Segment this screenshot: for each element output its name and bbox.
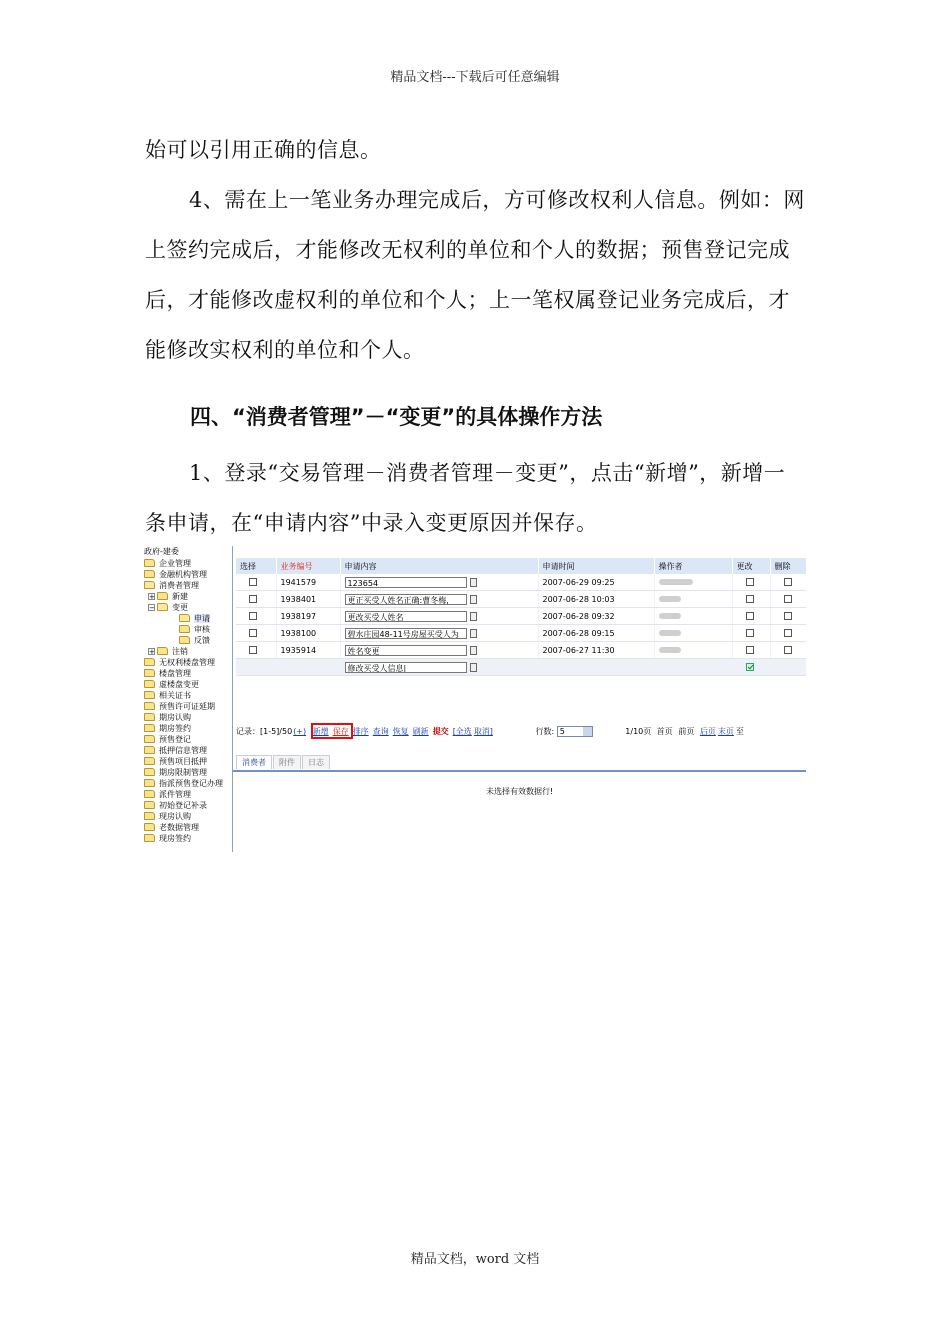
row-time: 2007-06-28 09:32 (538, 608, 654, 625)
col-edit: 更改 (732, 558, 770, 574)
pager-toolbar (236, 726, 806, 738)
tree-item[interactable]: 楼盘管理 (144, 668, 191, 679)
paragraph-1: 始可以引用正确的信息。 (145, 138, 382, 162)
document-icon[interactable] (470, 578, 477, 587)
content-input[interactable]: 123654 (345, 577, 467, 588)
record-count: 记录：[1-5]/50 (236, 727, 293, 736)
new-row[interactable] (236, 659, 806, 676)
row-id: 1941579 (276, 574, 340, 591)
folder-icon (144, 559, 155, 567)
document-icon[interactable] (470, 595, 477, 604)
folder-icon (157, 592, 168, 600)
tree-item[interactable]: 虚楼盘变更 (144, 679, 199, 690)
tree-item-apply[interactable]: 申请 (179, 613, 210, 624)
col-content: 申请内容 (340, 558, 538, 574)
delete-checkbox[interactable] (784, 595, 792, 603)
tree-item[interactable]: 现房认购 (144, 811, 191, 822)
col-time: 申请时间 (538, 558, 654, 574)
rows-select[interactable]: 5 (557, 726, 593, 737)
tree-item[interactable]: 审核 (179, 624, 210, 635)
folder-open-icon (157, 603, 168, 611)
application-table (236, 558, 806, 676)
content-input[interactable]: 更正买受人姓名正确:曹冬梅, (345, 594, 467, 605)
folder-icon (157, 647, 168, 655)
prev-page[interactable]: 前页 (678, 727, 695, 736)
content-input[interactable]: 碧水庄园48-11号房屋买受人为 (345, 628, 467, 639)
table-row[interactable] (236, 574, 806, 591)
table-row[interactable] (236, 591, 806, 608)
select-checkbox[interactable] (249, 595, 257, 603)
edit-checkbox[interactable] (746, 595, 754, 603)
folder-icon (179, 636, 190, 644)
goto-label: 至 (735, 727, 744, 736)
operator-redacted (659, 630, 681, 636)
tree-item[interactable]: + 新建 (149, 592, 188, 601)
page-header: 精品文档---下载后可任意编辑 (390, 70, 560, 85)
table-row[interactable] (236, 608, 806, 625)
tab-attachment[interactable]: 附件 (273, 755, 301, 769)
query-button[interactable]: 查询 (372, 727, 389, 736)
cancel-button[interactable]: 取消] (473, 727, 493, 736)
tree-item[interactable]: 指派预售登记办理 (144, 778, 223, 789)
tree-item[interactable]: 预售登记 (144, 734, 191, 745)
tree-item[interactable]: + 注销 (149, 647, 188, 656)
first-page[interactable]: 首页 (656, 727, 673, 736)
paragraph-2: 4、需在上一笔业务办理完成后，方可修改权利人信息。例如：网上签约完成后，才能修改无权利的单位和个人的数据；预售登记完成后，才能修改虚权利的单位和个人；上一笔权属登记业务完成后，才能修改实权利的单位和个人。 (145, 188, 805, 362)
edit-checkbox[interactable] (746, 578, 754, 586)
nav-tree (143, 546, 233, 852)
table-header (236, 558, 806, 574)
col-id[interactable]: 业务编号 (276, 558, 340, 574)
edit-checkbox-checked[interactable] (746, 663, 754, 671)
document-icon[interactable] (470, 646, 477, 655)
new-content-input[interactable]: 修改买受人信息| (345, 662, 467, 673)
document-icon[interactable] (470, 629, 477, 638)
tab-log[interactable]: 日志 (302, 755, 330, 769)
edit-checkbox[interactable] (746, 629, 754, 637)
operator-redacted (659, 647, 681, 653)
content-input[interactable]: 姓名变更 (345, 645, 467, 656)
row-id: 1935914 (276, 642, 340, 659)
row-id: 1938401 (276, 591, 340, 608)
content-input[interactable]: 更改买受人姓名 (345, 611, 467, 622)
delete-checkbox[interactable] (784, 578, 792, 586)
folder-icon (144, 669, 155, 677)
delete-checkbox[interactable] (784, 612, 792, 620)
folder-icon (144, 724, 155, 732)
folder-icon (144, 768, 155, 776)
folder-icon (144, 790, 155, 798)
select-checkbox[interactable] (249, 578, 257, 586)
tree-item[interactable]: 企业管理 (144, 558, 191, 569)
collapse-icon[interactable]: − (149, 604, 155, 612)
select-checkbox[interactable] (249, 612, 257, 620)
tab-underline (233, 770, 806, 772)
operator-redacted (659, 613, 681, 619)
folder-icon (144, 801, 155, 809)
page-indicator: 1/10页 (625, 727, 652, 736)
tree-item[interactable]: 金融机构管理 (144, 569, 207, 580)
col-operator: 操作者 (654, 558, 732, 574)
new-button[interactable]: 新增 (312, 727, 329, 736)
refresh-button[interactable]: 刷新 (412, 727, 429, 736)
save-button[interactable]: 保存 (332, 727, 349, 736)
folder-open-icon (144, 581, 155, 589)
table-row[interactable] (236, 642, 806, 659)
delete-checkbox[interactable] (784, 646, 792, 654)
folder-open-icon (179, 614, 190, 622)
restore-button[interactable]: 恢复 (392, 727, 409, 736)
rows-label: 行数: (535, 727, 555, 736)
highlight-box (311, 723, 353, 739)
select-checkbox[interactable] (249, 629, 257, 637)
tree-item[interactable]: 预售许可证延期 (144, 701, 215, 712)
folder-icon (144, 834, 155, 842)
tree-item[interactable]: 预售项目抵押 (144, 756, 207, 767)
col-select: 选择 (236, 558, 276, 574)
edit-checkbox[interactable] (746, 612, 754, 620)
section-heading: 四、“消费者管理”－“变更”的具体操作方法 (190, 405, 603, 429)
page-footer: 精品文档，word 文档 (410, 1252, 540, 1267)
folder-icon (144, 757, 155, 765)
app-screenshot (143, 546, 806, 852)
document-icon[interactable] (470, 663, 477, 672)
status-message: 未选择有效数据行! (486, 787, 554, 796)
tree-title: 政府-建委 (144, 547, 179, 556)
row-time: 2007-06-28 10:03 (538, 591, 654, 608)
folder-icon (144, 713, 155, 721)
tree-item[interactable]: 派件管理 (144, 789, 191, 800)
folder-icon (179, 625, 190, 633)
col-delete: 删除 (770, 558, 806, 574)
tab-consumer[interactable]: 消费者 (236, 755, 272, 769)
folder-icon (144, 691, 155, 699)
row-time: 2007-06-29 09:25 (538, 574, 654, 591)
expand-icon[interactable]: + (149, 648, 155, 656)
tree-item[interactable]: 老数据管理 (144, 822, 199, 833)
folder-icon (144, 570, 155, 578)
tree-item[interactable]: 初始登记补录 (144, 800, 207, 811)
tree-item[interactable]: 反馈 (179, 635, 210, 646)
step-1: 1、登录“交易管理－消费者管理－变更”，点击“新增”，新增一条申请，在“申请内容”中录入变更原因并保存。 (145, 461, 786, 535)
operator-redacted (659, 596, 681, 602)
folder-icon (144, 680, 155, 688)
tree-item[interactable]: 现房签约 (144, 833, 191, 844)
select-all-button[interactable]: [全选 (452, 727, 472, 736)
tree-item[interactable]: 无权利楼盘管理 (144, 657, 215, 668)
row-time: 2007-06-27 11:30 (538, 642, 654, 659)
tree-item[interactable]: − 变更 (149, 603, 188, 612)
divider (232, 546, 233, 852)
edit-checkbox[interactable] (746, 646, 754, 654)
tree-item[interactable]: 期房限制管理 (144, 767, 207, 778)
tree-item[interactable]: 抵押信息管理 (144, 745, 207, 756)
submit-button[interactable]: 提交 (432, 727, 449, 736)
folder-icon (144, 812, 155, 820)
last-page[interactable]: 末页 (717, 727, 734, 736)
delete-checkbox[interactable] (784, 629, 792, 637)
folder-icon (144, 735, 155, 743)
tree-item[interactable]: 相关证书 (144, 690, 191, 701)
row-id: 1938197 (276, 608, 340, 625)
tree-item[interactable]: 消费者管理 (144, 580, 199, 591)
chevron-down-icon (583, 727, 592, 736)
operator-redacted (659, 579, 693, 585)
table-row[interactable] (236, 625, 806, 642)
row-time: 2007-06-28 09:15 (538, 625, 654, 642)
next-page[interactable]: 后页 (699, 727, 716, 736)
detail-tabs (236, 755, 331, 769)
folder-icon (144, 702, 155, 710)
tree-item[interactable]: 期房签约 (144, 723, 191, 734)
sort-button[interactable]: 排序 (352, 727, 369, 736)
select-checkbox[interactable] (249, 646, 257, 654)
row-id: 1938100 (276, 625, 340, 642)
document-icon[interactable] (470, 612, 477, 621)
folder-icon (144, 658, 155, 666)
expand-icon[interactable]: + (149, 593, 155, 601)
folder-icon (144, 779, 155, 787)
expand-link[interactable]: (+) (293, 727, 307, 736)
tree-item[interactable]: 期房认购 (144, 712, 191, 723)
folder-icon (144, 746, 155, 754)
folder-icon (144, 823, 155, 831)
